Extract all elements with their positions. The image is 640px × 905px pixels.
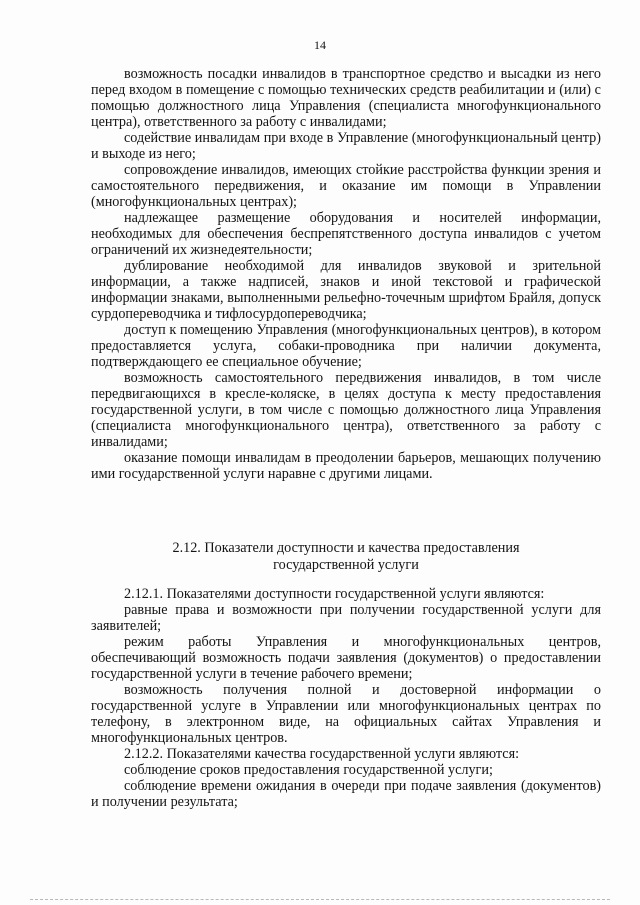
paragraph: доступ к помещению Управления (многофункциональных центров), в котором предоставляется услуга, собаки-проводника при наличии документа, подтверждающего ее специальное обучение; [91,322,601,370]
section-heading [91,540,601,573]
paragraph: сопровождение инвалидов, имеющих стойкие расстройства функции зрения и самостоятельного передвижения, и оказание им помощи в Управлении (многофункциональных центрах); [91,162,601,210]
paragraph: возможность самостоятельного передвижения инвалидов, в том числе передвигающихся в кресле-коляске, в целях доступа к месту предоставления государственной услуги, в том числе с помощью должностного лица Управления (специалиста многофункционального центра), ответственного за работу с инвалидами; [91,370,601,450]
page-number: 14 [314,38,326,52]
paragraph: возможность получения полной и достоверной информации о государственной услуге в Управлении или многофункциональных центрах по телефону, в электронном виде, на официальных сайтах Управления и многофункциональных центров. [91,682,601,746]
paragraph: соблюдение времени ожидания в очереди при подаче заявления (документов) и получении результата; [91,778,601,810]
paragraph: дублирование необходимой для инвалидов звуковой и зрительной информации, а также надписей, знаков и иной текстовой и графической информации знаками, выполненными рельефно-точечным шрифтом Брайля, допуск сурдопереводчика и тифлосурдопереводчика; [91,258,601,322]
paragraph: 2.12.1. Показателями доступности государственной услуги являются: [124,586,545,602]
section-heading-line-1: 2.12. Показатели доступности и качества предоставления [172,540,520,556]
paragraph: режим работы Управления и многофункциональных центров, обеспечивающий возможность подачи заявления (документов) о предоставлении государственной услуги в течение рабочего времени; [91,634,601,682]
paragraph: возможность посадки инвалидов в транспортное средство и высадки из него перед входом в помещение с помощью технических средств реабилитации и (или) с помощью должностного лица Управления (специалиста многофункционального центра), ответственного за работу с инвалидами; [91,66,601,130]
paragraph: содействие инвалидам при входе в Управление (многофункциональный центр) и выходе из него; [91,130,601,162]
bottom-paragraph-block [91,586,601,810]
paragraph: соблюдение сроков предоставления государственной услуги; [124,762,493,778]
scan-edge-line [30,899,610,900]
top-paragraph-block [91,66,601,482]
section-heading-line-2: государственной услуги [273,556,419,573]
paragraph: оказание помощи инвалидам в преодолении барьеров, мешающих получению ими государственной услуги наравне с другими лицами. [91,450,601,482]
paragraph: равные права и возможности при получении государственной услуги для заявителей; [91,602,601,634]
paragraph: надлежащее размещение оборудования и носителей информации, необходимых для обеспечения беспрепятственного доступа инвалидов с учетом ограничений их жизнедеятельности; [91,210,601,258]
paragraph: 2.12.2. Показателями качества государственной услуги являются: [124,746,520,762]
